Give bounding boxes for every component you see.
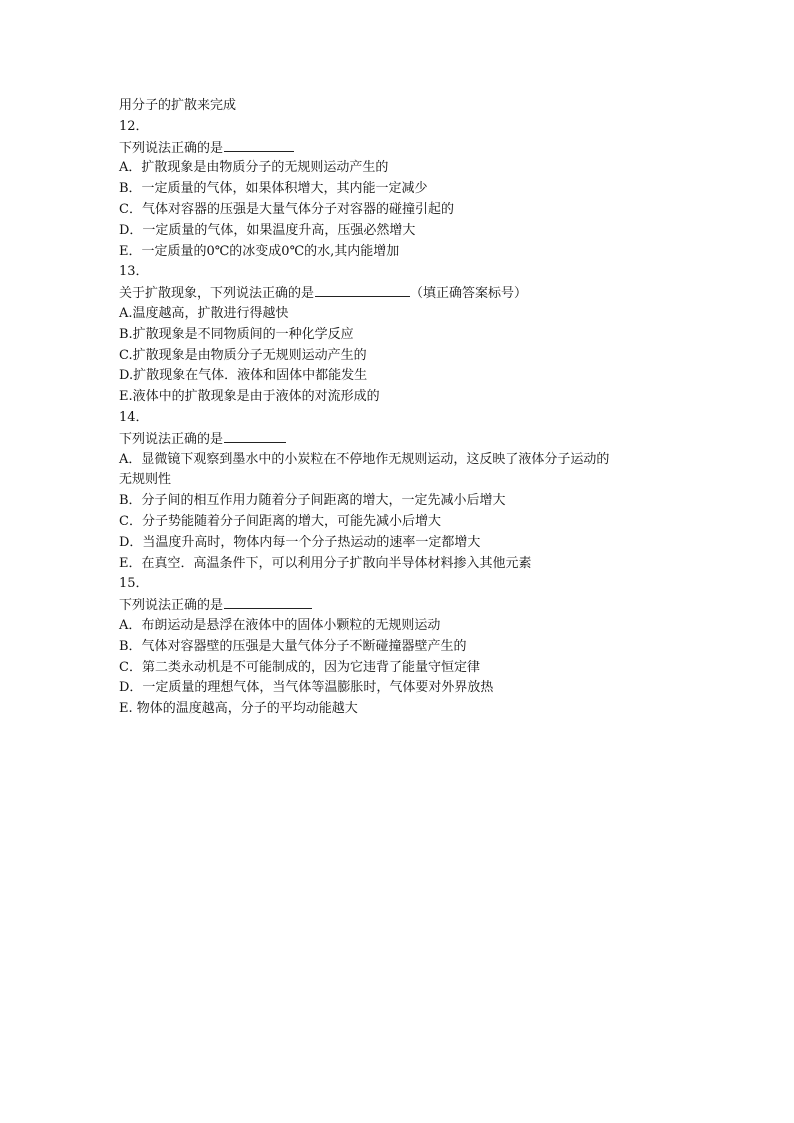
question-14-option-a: A．显微镜下观察到墨水中的小炭粒在不停地作无规则运动，这反映了液体分子运动的 (119, 451, 610, 467)
question-13-stem-suffix: （填正确答案标号） (410, 286, 528, 302)
intro-line: 用分子的扩散来完成 (119, 98, 237, 113)
question-14-option-b: B．分子间的相互作用力随着分子间距离的增大，一定先减小后增大 (119, 493, 506, 509)
question-15-answer-blank (224, 595, 312, 609)
question-15-number: 15． (119, 576, 149, 592)
question-15-option-c: C．第二类永动机是不可能制成的，因为它违背了能量守恒定律 (119, 659, 480, 675)
document-content (119, 96, 719, 720)
question-13-option-c: C.扩散现象是由物质分子无规则运动产生的 (119, 347, 367, 363)
question-12-option-a: A．扩散现象是由物质分子的无规则运动产生的 (119, 160, 389, 176)
question-13-option-d: D.扩散现象在气体．液体和固体中都能发生 (119, 368, 368, 384)
question-12-answer-blank (224, 138, 294, 152)
question-12-option-c: C．气体对容器的压强是大量气体分子对容器的碰撞引起的 (119, 201, 454, 217)
question-15-option-b: B．气体对容器壁的压强是大量气体分子不断碰撞器壁产生的 (119, 638, 467, 654)
question-13-number: 13． (119, 264, 149, 280)
question-14-number: 14． (119, 409, 149, 425)
question-12-option-d: D．一定质量的气体，如果温度升高，压强必然增大 (119, 222, 416, 238)
question-13-stem (119, 283, 719, 304)
question-14-option-e: E．在真空．高温条件下，可以利用分子扩散向半导体材料掺入其他元素 (119, 555, 532, 571)
question-14-stem-text: 下列说法正确的是 (119, 431, 224, 447)
question-13-option-b: B.扩散现象是不同物质间的一种化学反应 (119, 326, 354, 342)
question-13-option-a: A.温度越高，扩散进行得越快 (119, 305, 289, 321)
question-15-stem (119, 595, 719, 616)
question-14-answer-blank (224, 429, 286, 443)
question-13-stem-text: 关于扩散现象，下列说法正确的是 (119, 286, 315, 302)
question-15-option-d: D．一定质量的理想气体，当气体等温膨胀时，气体要对外界放热 (119, 680, 494, 696)
question-13-answer-blank (315, 283, 410, 297)
question-12-number: 12． (119, 118, 149, 134)
question-14-option-d: D．当温度升高时，物体内每一个分子热运动的速率一定都增大 (119, 534, 481, 550)
question-14-option-c: C．分子势能随着分子间距离的增大，可能先减小后增大 (119, 513, 441, 529)
question-14-option-a-continued: 无规则性 (119, 472, 172, 488)
question-12-option-b: B．一定质量的气体，如果体积增大，其内能一定减少 (119, 181, 428, 197)
question-12-stem (119, 138, 719, 159)
question-12-stem-text: 下列说法正确的是 (119, 140, 224, 156)
question-12-option-e: E．一定质量的0℃的冰变成0℃的水,其内能增加 (119, 243, 400, 259)
question-14-stem (119, 429, 719, 450)
question-15-option-e: E. 物体的温度越高，分子的平均动能越大 (119, 701, 358, 717)
question-13-option-e: E.液体中的扩散现象是由于液体的对流形成的 (119, 389, 380, 405)
question-15-stem-text: 下列说法正确的是 (119, 598, 224, 614)
question-15-option-a: A．布朗运动是悬浮在液体中的固体小颗粒的无规则运动 (119, 617, 441, 633)
